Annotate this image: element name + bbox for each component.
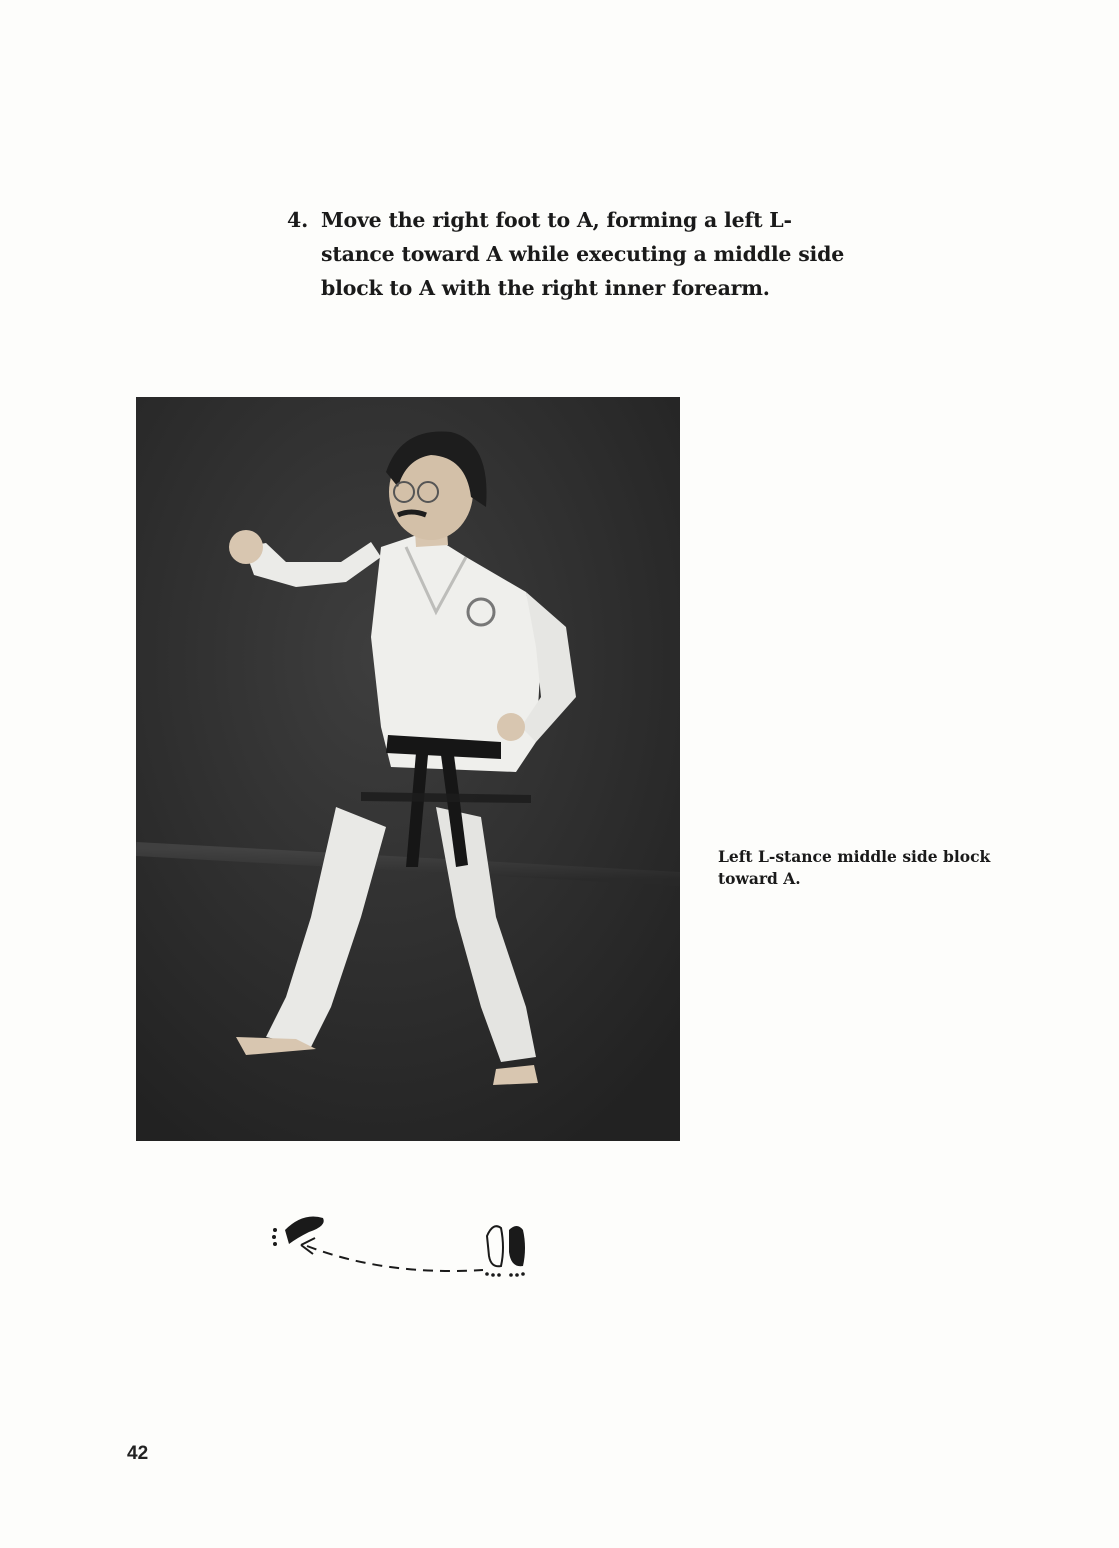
technique-photo-illustration (136, 397, 680, 1141)
footwork-diagram-icon (265, 1208, 555, 1288)
step-text: Move the right foot to A, forming a left L-stance toward A while executing a middle side block to A with the right inner forearm. (321, 208, 845, 300)
step-number: 4. (287, 208, 309, 232)
instruction-step (287, 203, 887, 305)
page-number: 42 (127, 1443, 149, 1464)
technique-photo (136, 397, 680, 1141)
photo-caption: Left L-stance middle side block toward A. (718, 847, 991, 888)
